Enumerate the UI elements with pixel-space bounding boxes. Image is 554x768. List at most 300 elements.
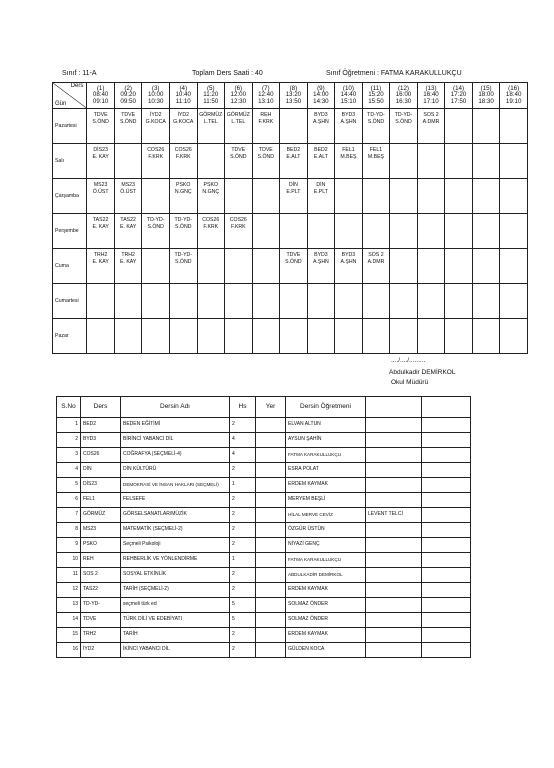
course-place	[256, 643, 286, 658]
course-code: TDVE	[81, 613, 121, 628]
lesson-code: COS26	[229, 217, 247, 223]
lesson-code: TD-YD-	[146, 217, 165, 223]
lesson-teacher: Ö.ÜST	[120, 189, 137, 195]
lesson-slot	[390, 319, 418, 354]
course-extra-teacher	[366, 553, 422, 568]
course-code: TRH2	[81, 628, 121, 643]
period-header	[307, 83, 335, 109]
lesson-slot	[390, 109, 418, 144]
empty-header-cell	[366, 397, 422, 418]
lesson-teacher: G.KOCA	[173, 119, 194, 125]
lesson-teacher: E.PLT	[286, 189, 301, 195]
course-no: 6	[57, 493, 81, 508]
course-teacher: ERDEM KAYMAK	[286, 628, 366, 643]
course-extra-teacher	[366, 598, 422, 613]
period-num: (13)	[425, 84, 437, 92]
course-empty-cell	[422, 598, 471, 613]
lesson-slot	[252, 249, 280, 284]
course-hours: 1	[230, 553, 256, 568]
lesson-teacher: S.ÖND	[285, 259, 302, 265]
period-start: 18:00	[478, 91, 494, 99]
course-empty-cell	[422, 613, 471, 628]
lesson-slot	[307, 144, 335, 179]
lesson-slot	[335, 109, 363, 144]
course-code: GÖRMÜZ	[81, 508, 121, 523]
col-header-hours: Hs	[230, 397, 256, 418]
day-name: Perşembe	[53, 214, 87, 249]
lesson-code: DİN	[288, 182, 298, 188]
lesson-slot	[417, 179, 445, 214]
course-row	[57, 448, 471, 463]
lesson-teacher: S.ÖND	[175, 224, 192, 230]
lesson-slot	[280, 249, 308, 284]
course-hours: 2	[230, 538, 256, 553]
period-header	[197, 83, 225, 109]
lesson-teacher: L.TEL	[231, 119, 246, 125]
lesson-slot	[445, 109, 473, 144]
total-hours-label: Toplam Ders Saati : 40	[192, 70, 263, 77]
course-teacher: AYSUN ŞAHİN	[286, 433, 366, 448]
period-num: (3)	[151, 84, 160, 92]
period-header	[417, 83, 445, 109]
course-place	[256, 508, 286, 523]
lesson-slot	[390, 214, 418, 249]
lesson-code: BED2	[314, 147, 328, 153]
day-row	[53, 214, 528, 249]
course-empty-cell	[422, 478, 471, 493]
lesson-slot	[417, 214, 445, 249]
course-teacher: ABDULKADİR DEMİRKOL	[286, 568, 366, 583]
lesson-slot	[500, 179, 528, 214]
lesson-code: TAS22	[92, 217, 109, 223]
day-name: Cumartesi	[53, 284, 87, 319]
lesson-teacher: F.KRK	[203, 224, 219, 230]
course-extra-teacher	[366, 493, 422, 508]
course-code: SOS 2	[81, 568, 121, 583]
course-place	[256, 538, 286, 553]
lesson-slot	[417, 284, 445, 319]
principal-name: Abdulkadir DEMİRKOL	[389, 369, 456, 376]
course-hours: 4	[230, 433, 256, 448]
lesson-slot	[169, 249, 197, 284]
lesson-slot	[472, 319, 500, 354]
course-teacher: SOLMAZ ÖNDER	[286, 598, 366, 613]
course-code: DİN	[81, 463, 121, 478]
course-empty-cell	[422, 643, 471, 658]
lesson-teacher: F.KRK	[148, 154, 164, 160]
lesson-slot	[169, 214, 197, 249]
lesson-slot	[307, 249, 335, 284]
lesson-slot	[280, 214, 308, 249]
class-label: Sınıf : 11-A	[62, 70, 97, 77]
lesson-code: COS26	[174, 147, 192, 153]
course-teacher: ERDEM KAYMAK	[286, 583, 366, 598]
period-start: 14:40	[340, 91, 357, 99]
lesson-code: GÖRMÜZ	[199, 112, 223, 118]
lesson-teacher: A.ŞHN	[340, 119, 357, 125]
lesson-slot	[114, 249, 142, 284]
course-empty-cell	[422, 433, 471, 448]
period-end: 17:10	[423, 97, 439, 105]
lesson-code: TDVE	[93, 112, 108, 118]
period-end: 15:10	[340, 97, 357, 105]
lesson-slot	[252, 284, 280, 319]
lesson-code: DİS23	[93, 147, 108, 153]
lesson-slot	[335, 144, 363, 179]
lesson-code: İYD2	[177, 112, 189, 118]
course-code: TAS22	[81, 583, 121, 598]
course-no: 8	[57, 523, 81, 538]
class-teacher-label: Sınıf Öğretmeni : FATMA KARAKULLUKÇU	[326, 70, 462, 77]
course-place	[256, 478, 286, 493]
course-place	[256, 598, 286, 613]
course-place	[256, 448, 286, 463]
lesson-teacher: F.KRK	[230, 224, 246, 230]
lesson-slot	[87, 144, 115, 179]
lesson-slot	[114, 144, 142, 179]
lesson-code: İYD2	[149, 112, 162, 118]
period-end: 17:50	[450, 97, 467, 105]
course-hours: 2	[230, 418, 256, 433]
lesson-slot	[307, 284, 335, 319]
course-teacher: ESRA POLAT	[286, 463, 366, 478]
course-name: TÜRK DİLİ VE EDEBİYATI	[121, 613, 230, 628]
lesson-slot	[225, 319, 253, 354]
course-teacher: GÜLDEN KOCA	[286, 643, 366, 658]
course-place	[256, 628, 286, 643]
period-header	[362, 83, 390, 109]
lesson-teacher: S.ÖND	[92, 119, 109, 125]
period-header	[225, 83, 253, 109]
lesson-code: MS23	[93, 182, 108, 188]
lesson-code: TD-YD-	[174, 252, 193, 258]
course-header-row	[57, 397, 471, 418]
lesson-code: PSKO	[176, 182, 191, 188]
course-hours: 1	[230, 478, 256, 493]
course-row	[57, 643, 471, 658]
lesson-slot	[142, 319, 170, 354]
lesson-code: BED2	[286, 147, 301, 153]
lesson-slot	[87, 284, 115, 319]
lesson-teacher: A.DMR	[367, 259, 385, 265]
lesson-slot	[197, 284, 225, 319]
period-start: 14:00	[313, 91, 329, 99]
course-name: İKİNCİ YABANCI DİL	[121, 643, 230, 658]
lesson-teacher: E. KAY	[92, 259, 109, 265]
course-name: SOSYAL ETKİNLİK	[121, 568, 230, 583]
course-no: 11	[57, 568, 81, 583]
col-header-place: Yer	[256, 397, 286, 418]
lesson-slot	[472, 144, 500, 179]
course-hours: 2	[230, 643, 256, 658]
lesson-slot	[500, 249, 528, 284]
period-num: (2)	[124, 84, 132, 92]
lesson-slot	[225, 144, 253, 179]
course-code: MS23	[81, 523, 121, 538]
lesson-slot	[335, 179, 363, 214]
lesson-slot	[142, 144, 170, 179]
course-teacher: NİYAZİ GENÇ	[286, 538, 366, 553]
day-name: Pazar	[53, 319, 87, 354]
lesson-code: TDVE	[258, 147, 273, 153]
course-code: PSKO	[81, 538, 121, 553]
course-place	[256, 568, 286, 583]
course-place	[256, 553, 286, 568]
course-row	[57, 523, 471, 538]
lesson-teacher: G.KOCA	[145, 119, 166, 125]
course-teacher: FATMA KARAKULLUKÇU	[286, 448, 366, 463]
lesson-teacher: F.KRK	[175, 154, 191, 160]
course-teacher: MERYEM BEŞLİ	[286, 493, 366, 508]
course-extra-teacher: LEVENT TELCİ	[366, 508, 422, 523]
lesson-slot	[197, 319, 225, 354]
lesson-slot	[445, 284, 473, 319]
course-no: 9	[57, 538, 81, 553]
lesson-teacher: S.ÖND	[257, 154, 275, 160]
lesson-slot	[335, 214, 363, 249]
lesson-code: TD-YD-	[394, 112, 413, 118]
lesson-slot	[87, 109, 115, 144]
lesson-slot	[307, 109, 335, 144]
lesson-slot	[307, 214, 335, 249]
period-header	[142, 83, 170, 109]
course-hours: 2	[230, 628, 256, 643]
lesson-slot	[169, 109, 197, 144]
period-end: 14:30	[313, 97, 329, 105]
course-name: MATEMATİK (SEÇMELİ-2)	[121, 523, 230, 538]
period-end: 10:30	[147, 97, 164, 105]
day-row	[53, 249, 528, 284]
period-start: 16:00	[395, 91, 412, 99]
lesson-slot	[225, 179, 253, 214]
lesson-teacher: S.ÖND	[230, 154, 247, 160]
course-row	[57, 478, 471, 493]
corner-cell	[53, 83, 87, 109]
course-no: 7	[57, 508, 81, 523]
lesson-slot	[197, 214, 225, 249]
course-extra-teacher	[366, 418, 422, 433]
lesson-code: MS23	[121, 182, 135, 188]
period-end: 11:10	[175, 97, 191, 105]
day-row	[53, 179, 528, 214]
lesson-slot	[280, 109, 308, 144]
course-code: DİS23	[81, 478, 121, 493]
course-extra-teacher	[366, 448, 422, 463]
course-place	[256, 523, 286, 538]
lesson-slot	[445, 214, 473, 249]
course-extra-teacher	[366, 433, 422, 448]
course-name: REHBERLİK VE YÖNLENDİRME	[121, 553, 230, 568]
lesson-slot	[114, 109, 142, 144]
course-no: 3	[57, 448, 81, 463]
course-row	[57, 613, 471, 628]
lesson-slot	[114, 319, 142, 354]
course-code: REH	[81, 553, 121, 568]
period-end: 19:10	[505, 97, 522, 105]
signature-date: ..../..../.........	[391, 357, 426, 364]
period-header	[87, 83, 115, 109]
course-hours: 5	[230, 613, 256, 628]
period-start: 13:20	[285, 91, 302, 99]
period-num: (11)	[370, 84, 382, 92]
period-num: (16)	[508, 84, 520, 92]
day-row	[53, 319, 528, 354]
lesson-slot	[197, 109, 225, 144]
lesson-code: COS26	[147, 147, 165, 153]
course-hours: 2	[230, 508, 256, 523]
lesson-slot	[169, 284, 197, 319]
lesson-slot	[252, 179, 280, 214]
lesson-slot	[335, 319, 363, 354]
lesson-slot	[169, 319, 197, 354]
period-start: 18:40	[505, 91, 522, 99]
course-code: COS26	[81, 448, 121, 463]
lesson-teacher: E. KAY	[120, 259, 137, 265]
period-header	[335, 83, 363, 109]
lesson-code: COS26	[202, 217, 220, 223]
period-end: 12:30	[230, 97, 247, 105]
lesson-slot	[472, 249, 500, 284]
period-start: 16:40	[423, 91, 439, 99]
period-start: 15:20	[368, 91, 384, 99]
day-row	[53, 144, 528, 179]
lesson-code: TRH2	[121, 252, 135, 258]
course-extra-teacher	[366, 613, 422, 628]
period-header	[280, 83, 308, 109]
period-num: (8)	[289, 84, 298, 92]
period-start: 10:00	[147, 91, 164, 99]
lesson-code: GÖRMÜZ	[226, 112, 250, 118]
course-place	[256, 613, 286, 628]
lesson-slot	[225, 249, 253, 284]
course-extra-teacher	[366, 478, 422, 493]
course-teacher: ÖZGÜR ÜSTÜN	[286, 523, 366, 538]
course-name: DİN KÜLTÜRÜ	[121, 463, 230, 478]
day-name: Cuma	[53, 249, 87, 284]
lesson-code: FEL1	[342, 147, 355, 153]
lesson-teacher: S.ÖND	[367, 119, 385, 125]
lesson-code: BYD3	[314, 112, 328, 118]
lesson-slot	[307, 319, 335, 354]
lesson-code: TAS22	[120, 217, 136, 223]
period-num: (9)	[317, 84, 325, 92]
course-code: İYD2	[81, 643, 121, 658]
lesson-teacher: Ö.ÜST	[92, 189, 109, 195]
lesson-slot	[445, 144, 473, 179]
lesson-slot	[445, 249, 473, 284]
weekly-schedule-table	[52, 82, 528, 354]
lesson-slot	[280, 144, 308, 179]
lesson-slot	[472, 284, 500, 319]
course-extra-teacher	[366, 568, 422, 583]
lesson-slot	[472, 179, 500, 214]
lesson-slot	[307, 179, 335, 214]
period-start: 17:20	[450, 91, 467, 99]
course-no: 15	[57, 628, 81, 643]
course-empty-cell	[422, 553, 471, 568]
lesson-teacher: M.BEŞ	[340, 154, 357, 160]
lesson-slot	[362, 214, 390, 249]
course-name: Seçmeli Psikoloji	[121, 538, 230, 553]
lesson-code: TDVE	[286, 252, 301, 258]
period-num: (7)	[262, 84, 270, 92]
lesson-code: TDVE	[231, 147, 246, 153]
lesson-slot	[169, 144, 197, 179]
lesson-slot	[142, 284, 170, 319]
lesson-slot	[280, 284, 308, 319]
lesson-code: PSKO	[203, 182, 218, 188]
lesson-slot	[390, 144, 418, 179]
course-empty-cell	[422, 583, 471, 598]
course-code: FEL1	[81, 493, 121, 508]
lesson-code: SOS 2	[368, 252, 384, 258]
period-num: (10)	[342, 84, 354, 92]
course-hours: 2	[230, 583, 256, 598]
course-row	[57, 598, 471, 613]
course-hours: 4	[230, 448, 256, 463]
course-no: 2	[57, 433, 81, 448]
course-no: 13	[57, 598, 81, 613]
lesson-slot	[417, 109, 445, 144]
period-header	[500, 83, 528, 109]
course-teacher: HİLAL MERVE CEVİZ	[286, 508, 366, 523]
period-header	[169, 83, 197, 109]
lesson-slot	[362, 144, 390, 179]
course-row	[57, 568, 471, 583]
course-row	[57, 553, 471, 568]
lesson-teacher: A.DMR	[422, 119, 440, 125]
course-extra-teacher	[366, 583, 422, 598]
course-hours: 2	[230, 568, 256, 583]
lesson-slot	[87, 249, 115, 284]
empty-header-cell	[422, 397, 471, 418]
period-num: (4)	[179, 84, 188, 92]
lesson-slot	[362, 284, 390, 319]
course-extra-teacher	[366, 523, 422, 538]
course-no: 1	[57, 418, 81, 433]
lesson-slot	[280, 319, 308, 354]
lesson-slot	[87, 319, 115, 354]
course-empty-cell	[422, 508, 471, 523]
course-name: TARİH (SEÇMELİ-2)	[121, 583, 230, 598]
lesson-code: DİN	[316, 182, 326, 188]
course-teacher: ERDEM KAYMAK	[286, 478, 366, 493]
lesson-code: BYD3	[314, 252, 328, 258]
course-name: GÖRSELSANATLAR/MÜZİK	[121, 508, 230, 523]
day-row	[53, 284, 528, 319]
lesson-slot	[362, 109, 390, 144]
lesson-teacher: A.ŞHN	[312, 259, 329, 265]
period-end: 16:30	[395, 97, 412, 105]
course-no: 16	[57, 643, 81, 658]
day-name: Salı	[53, 144, 87, 179]
day-row	[53, 109, 528, 144]
course-row	[57, 463, 471, 478]
course-place	[256, 463, 286, 478]
lesson-teacher: E. KAY	[120, 224, 137, 230]
period-header-row	[53, 83, 528, 109]
lesson-teacher: N.GNÇ	[174, 189, 192, 195]
period-end: 09:50	[120, 97, 136, 105]
period-start: 11:20	[203, 91, 219, 99]
lesson-slot	[472, 214, 500, 249]
period-start: 09:20	[120, 91, 136, 99]
period-end: 13:50	[285, 97, 302, 105]
lesson-slot	[87, 214, 115, 249]
course-extra-teacher	[366, 643, 422, 658]
course-row	[57, 583, 471, 598]
course-row	[57, 493, 471, 508]
